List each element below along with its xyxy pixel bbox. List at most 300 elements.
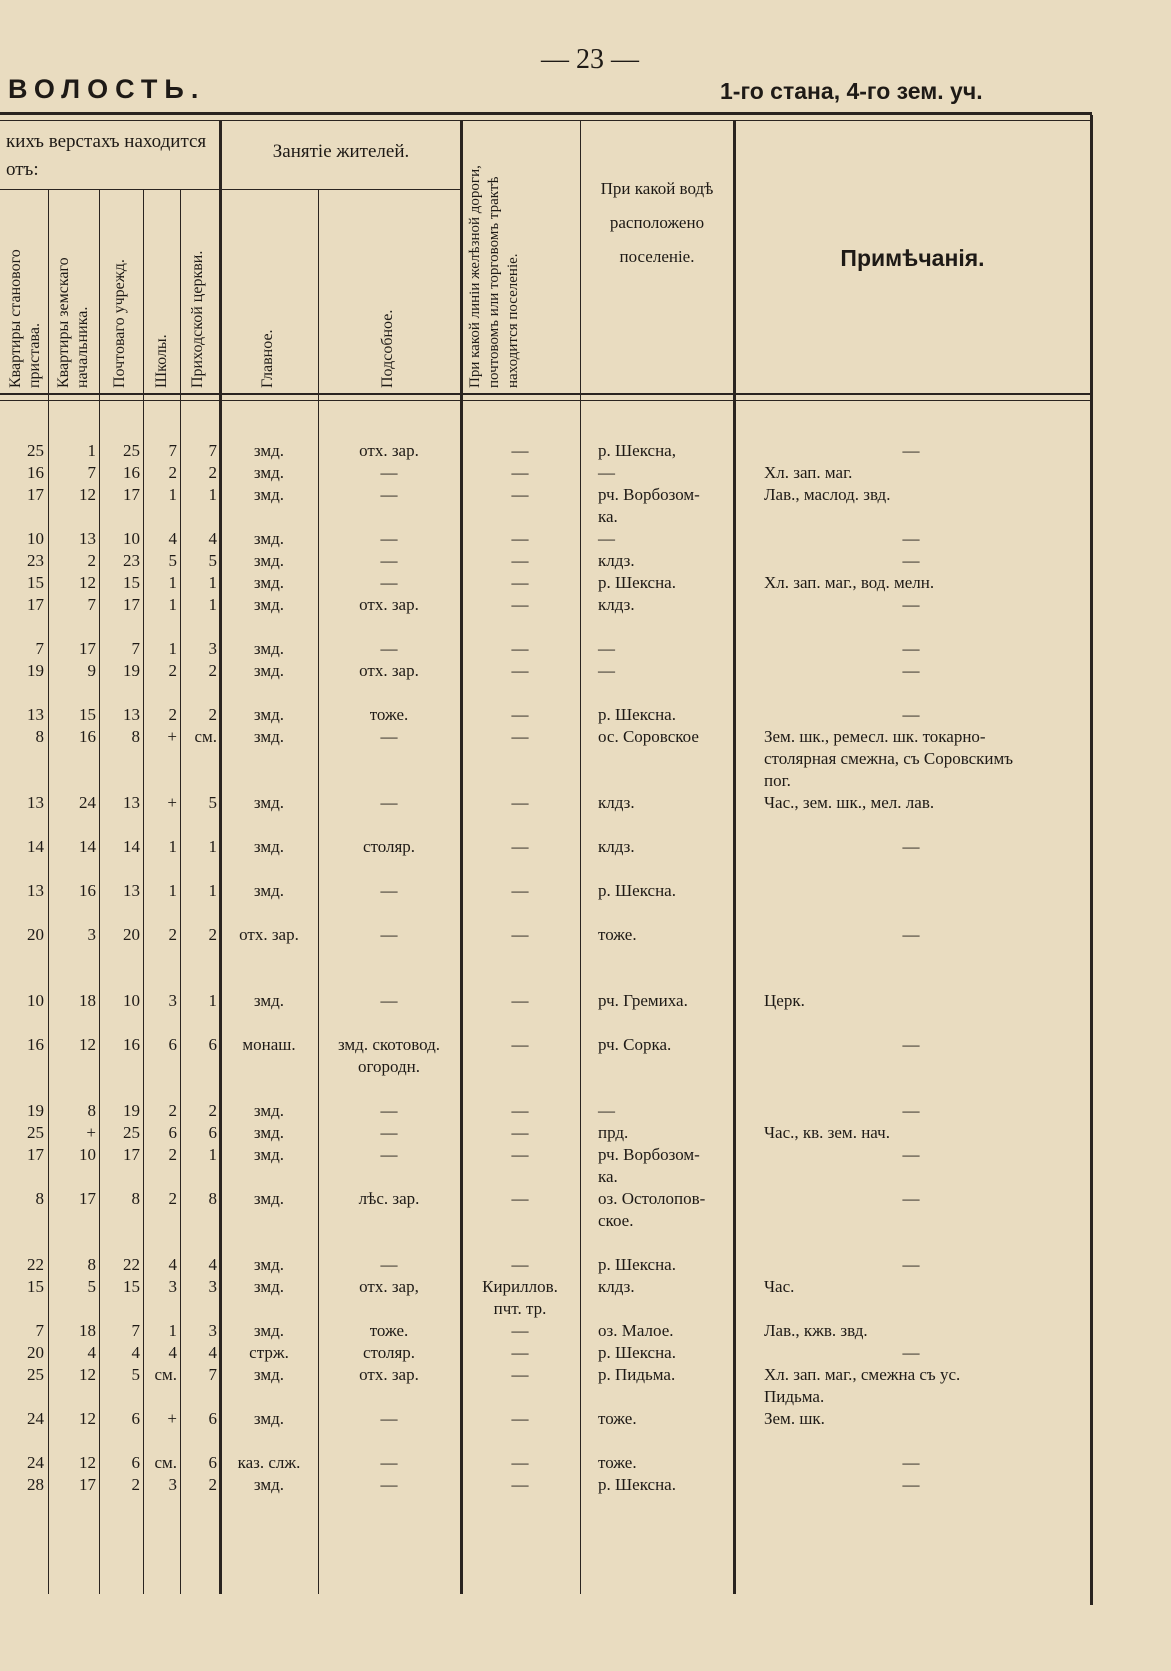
cell-water: — [598,1101,615,1120]
cell-church: 2 [208,1475,217,1494]
occupation-group-header: Занятіе жителей. [272,141,410,162]
cell-zemsky: 15 [79,705,96,724]
cell-main-occupation: змд. [253,705,285,724]
cell-post: 15 [123,1277,140,1296]
cell-water: — [598,529,615,548]
cell-rail-road: — [511,1145,529,1164]
col-line [580,120,581,1594]
cell-stanovoy: 25 [27,1365,44,1384]
cell-school: см. [154,1453,177,1472]
cell-rail-road: — [511,1343,529,1362]
cell-stanovoy: 10 [27,529,44,548]
cell-main-occupation: змд. [253,1321,285,1340]
page-number: — 23 — [541,44,639,75]
cell-stanovoy: 20 [27,1343,44,1362]
cell-water: клдз. [598,551,635,570]
cell-zemsky: 10 [79,1145,96,1164]
cell-church: 6 [208,1035,217,1054]
cell-rail-road: — [511,1101,529,1120]
cell-rail-road: — [511,595,529,614]
cell-stanovoy: 22 [27,1255,44,1274]
cell-water: тоже. [598,1453,637,1472]
cell-notes: — [902,1453,920,1472]
cell-zemsky: 12 [79,1453,96,1472]
cell-main-occupation: змд. [253,661,285,680]
cell-school: 2 [168,925,177,944]
cell-church: см. [194,727,217,746]
cell-church: 2 [208,463,217,482]
cell-church: 7 [208,1365,217,1384]
cell-main-occupation: змд. [253,441,285,460]
cell-church: 6 [208,1409,217,1428]
cell-main-occupation: змд. [253,551,285,570]
cell-rail-road: — [511,925,529,944]
cell-notes: — [902,661,920,680]
col-line [48,189,49,1594]
cell-school: 6 [168,1123,177,1142]
cell-secondary-occupation: отх. зар. [359,1365,419,1384]
cell-school: 2 [168,463,177,482]
cell-secondary-occupation: — [380,1255,398,1274]
cell-rail-road: — [511,661,529,680]
cell-church: 5 [208,551,217,570]
cell-church: 4 [208,1255,217,1274]
cell-notes: Зем. шк. [764,1409,825,1428]
cell-rail-road: — [511,1123,529,1142]
cell-post: 8 [131,727,140,746]
cell-stanovoy: 13 [27,793,44,812]
cell-school: 1 [168,1321,177,1340]
cell-post: 19 [123,661,140,680]
cell-stanovoy: 16 [27,463,44,482]
col-line [143,189,144,1594]
cell-main-occupation: змд. [253,595,285,614]
cell-water: р. Пидьма. [598,1365,676,1384]
top-rule [0,112,1092,115]
header-rail-road: При какой линіи желѣзной дороги, почтовомъ или торговомъ трактѣ находится поселеніе. [467,165,521,388]
cell-notes: — [902,441,920,460]
cell-secondary-occupation: — [380,1101,398,1120]
cell-stanovoy: 15 [27,1277,44,1296]
cell-water: р. Шексна. [598,881,676,900]
cell-zemsky: 12 [79,1035,96,1054]
cell-water: р. Шексна. [598,1255,676,1274]
cell-rail-road: — [511,837,529,856]
cell-secondary-occupation: тоже. [369,1321,409,1340]
district-label: 1-го стана, 4-го зем. уч. [720,78,983,104]
cell-secondary-occupation: — [380,1145,398,1164]
cell-stanovoy: 19 [27,1101,44,1120]
cell-church: 1 [208,991,217,1010]
cell-school: 3 [168,1277,177,1296]
cell-post: 13 [123,705,140,724]
cell-zemsky: 12 [79,485,96,504]
cell-secondary-occupation: — [380,551,398,570]
cell-main-occupation: змд. [253,793,285,812]
cell-secondary-occupation: — [380,485,398,504]
cell-church: 1 [208,485,217,504]
cell-main-occupation: змд. [253,1365,285,1384]
cell-church: 8 [208,1189,217,1208]
cell-rail-road: — [511,1365,529,1384]
cell-water: клдз. [598,837,635,856]
cell-main-occupation: змд. [253,573,285,592]
cell-post: 25 [123,441,140,460]
cell-school: 4 [168,529,177,548]
cell-post: 20 [123,925,140,944]
cell-notes: — [902,925,920,944]
cell-zemsky: + [86,1123,96,1142]
cell-notes: Хл. зап. маг. [764,463,853,482]
cell-school: 2 [168,661,177,680]
cell-school: 3 [168,991,177,1010]
cell-stanovoy: 19 [27,661,44,680]
cell-main-occupation: змд. [253,991,285,1010]
cell-zemsky: 5 [87,1277,96,1296]
cell-post: 16 [123,1035,140,1054]
cell-rail-road: — [511,485,529,504]
cell-water: рч. Сорка. [598,1035,672,1054]
cell-church: 6 [208,1453,217,1472]
cell-rail-road: — [511,727,529,746]
cell-secondary-occupation: — [380,881,398,900]
cell-notes: — [902,1255,920,1274]
cell-church: 3 [208,639,217,658]
cell-secondary-occupation: — [380,1123,398,1142]
cell-water: рч. Ворбозом- ка. [598,1145,700,1186]
cell-main-occupation: змд. [253,1101,285,1120]
cell-school: 7 [168,441,177,460]
cell-church: 2 [208,705,217,724]
cell-post: 7 [131,639,140,658]
distance-group-header: кихъ верстахъ находится отъ: [6,131,207,180]
cell-water: р. Шексна, [598,441,676,460]
cell-rail-road: — [511,1475,529,1494]
header-school: Школы. [153,334,170,388]
cell-stanovoy: 13 [27,881,44,900]
cell-zemsky: 16 [79,727,96,746]
cell-water: клдз. [598,1277,635,1296]
cell-water: ос. Соровское [598,727,699,746]
cell-stanovoy: 10 [27,991,44,1010]
cell-zemsky: 7 [87,595,96,614]
cell-rail-road: — [511,573,529,592]
cell-stanovoy: 24 [27,1409,44,1428]
cell-secondary-occupation: — [380,793,398,812]
cell-water: оз. Малое. [598,1321,674,1340]
cell-zemsky: 24 [79,793,96,812]
cell-main-occupation: стрж. [249,1343,289,1362]
cell-school: 1 [168,837,177,856]
header-bottom-rule [0,393,1092,395]
cell-stanovoy: 25 [27,441,44,460]
cell-stanovoy: 15 [27,573,44,592]
cell-school: см. [154,1365,177,1384]
cell-rail-road: — [511,463,529,482]
group-rule-distance [0,189,220,190]
cell-zemsky: 2 [87,551,96,570]
cell-notes: — [902,551,920,570]
cell-zemsky: 17 [79,1189,96,1208]
col-line [180,189,181,1594]
cell-zemsky: 14 [79,837,96,856]
cell-main-occupation: змд. [253,1189,285,1208]
header-stanovoy: Квартиры станового пристава. [7,249,43,388]
cell-zemsky: 4 [87,1343,96,1362]
cell-church: 1 [208,881,217,900]
header-church: Приходской церкви. [189,250,206,388]
cell-church: 3 [208,1321,217,1340]
cell-stanovoy: 24 [27,1453,44,1472]
cell-notes: Час., кв. зем. нач. [764,1123,890,1142]
cell-post: 10 [123,529,140,548]
cell-church: 1 [208,1145,217,1164]
cell-stanovoy: 8 [35,727,44,746]
cell-zemsky: 12 [79,1409,96,1428]
cell-post: 10 [123,991,140,1010]
cell-church: 6 [208,1123,217,1142]
cell-rail-road: — [511,1035,529,1054]
cell-secondary-occupation: — [380,925,398,944]
cell-post: 15 [123,573,140,592]
cell-church: 2 [208,661,217,680]
cell-notes: — [902,1189,920,1208]
cell-main-occupation: каз. слж. [237,1453,301,1472]
header-zemsky: Квартиры земскаго начальника. [55,257,91,388]
cell-stanovoy: 23 [27,551,44,570]
cell-post: 25 [123,1123,140,1142]
cell-secondary-occupation: — [380,573,398,592]
cell-notes: — [902,1343,920,1362]
cell-main-occupation: змд. [253,529,285,548]
cell-secondary-occupation: змд. скотовод. огородн. [337,1035,441,1076]
cell-water: р. Шексна. [598,705,676,724]
cell-rail-road: — [511,1409,529,1428]
cell-rail-road: Кириллов. пчт. тр. [482,1277,558,1318]
cell-secondary-occupation: отх. зар. [359,595,419,614]
cell-notes: Хл. зап. маг., смежна съ ус. Пидьма. [764,1365,961,1406]
cell-secondary-occupation: — [380,1475,398,1494]
cell-secondary-occupation: отх. зар. [359,661,419,680]
header-bottom-rule-thin [0,400,1092,401]
cell-post: 5 [131,1365,140,1384]
cell-rail-road: — [511,881,529,900]
cell-post: 22 [123,1255,140,1274]
cell-stanovoy: 17 [27,485,44,504]
cell-post: 19 [123,1101,140,1120]
cell-school: 1 [168,595,177,614]
cell-post: 6 [131,1409,140,1428]
cell-school: + [167,727,177,746]
cell-secondary-occupation: — [380,727,398,746]
cell-water: р. Шексна. [598,1343,676,1362]
cell-post: 6 [131,1453,140,1472]
cell-main-occupation: змд. [253,463,285,482]
cell-stanovoy: 14 [27,837,44,856]
cell-secondary-occupation: отх. зар, [359,1277,419,1296]
cell-zemsky: 17 [79,1475,96,1494]
cell-church: 1 [208,573,217,592]
cell-post: 13 [123,881,140,900]
cell-notes: Час., зем. шк., мел. лав. [764,793,935,812]
cell-post: 8 [131,1189,140,1208]
cell-notes: — [902,595,920,614]
cell-stanovoy: 28 [27,1475,44,1494]
cell-post: 13 [123,793,140,812]
cell-secondary-occupation: тоже. [369,705,409,724]
cell-notes: Церк. [764,991,805,1010]
cell-water: рч. Гремиха. [598,991,688,1010]
cell-stanovoy: 7 [35,1321,44,1340]
cell-school: 1 [168,881,177,900]
cell-water: рч. Ворбозом- ка. [598,485,700,526]
cell-rail-road: — [511,1453,529,1472]
cell-main-occupation: змд. [253,1277,285,1296]
cell-school: 1 [168,639,177,658]
cell-post: 23 [123,551,140,570]
cell-post: 4 [131,1343,140,1362]
cell-secondary-occupation: — [380,529,398,548]
cell-stanovoy: 17 [27,1145,44,1164]
cell-stanovoy: 25 [27,1123,44,1142]
cell-notes: — [902,1145,920,1164]
cell-zemsky: 13 [79,529,96,548]
cell-notes: — [902,639,920,658]
cell-post: 7 [131,1321,140,1340]
cell-notes: — [902,1101,920,1120]
cell-water: тоже. [598,925,637,944]
cell-zemsky: 7 [87,463,96,482]
cell-post: 17 [123,485,140,504]
cell-post: 17 [123,1145,140,1164]
cell-school: + [167,1409,177,1428]
cell-zemsky: 18 [79,1321,96,1340]
cell-school: 3 [168,1475,177,1494]
cell-secondary-occupation: — [380,463,398,482]
cell-school: 1 [168,573,177,592]
cell-stanovoy: 16 [27,1035,44,1054]
cell-main-occupation: змд. [253,485,285,504]
group-rule-occupation [220,189,460,190]
cell-school: 2 [168,705,177,724]
cell-water: — [598,463,615,482]
cell-secondary-occupation: — [380,1409,398,1428]
cell-main-occupation: змд. [253,1123,285,1142]
header-water: При какой водѣ расположено поселеніе. [600,179,714,266]
cell-school: 2 [168,1189,177,1208]
cell-zemsky: 9 [87,661,96,680]
cell-school: 6 [168,1035,177,1054]
cell-stanovoy: 13 [27,705,44,724]
cell-school: 2 [168,1145,177,1164]
cell-post: 2 [131,1475,140,1494]
cell-water: р. Шексна. [598,573,676,592]
cell-school: 5 [168,551,177,570]
cell-zemsky: 12 [79,573,96,592]
cell-rail-road: — [511,1189,529,1208]
cell-secondary-occupation: отх. зар. [359,441,419,460]
cell-secondary-occupation: столяр. [362,1343,416,1362]
cell-secondary-occupation: — [380,1453,398,1472]
cell-rail-road: — [511,529,529,548]
cell-notes: — [902,529,920,548]
cell-zemsky: 3 [87,925,96,944]
cell-post: 17 [123,595,140,614]
cell-stanovoy: 7 [35,639,44,658]
cell-main-occupation: змд. [253,881,285,900]
cell-main-occupation: отх. зар. [239,925,299,944]
cell-church: 7 [208,441,217,460]
cell-school: 1 [168,485,177,504]
cell-zemsky: 16 [79,881,96,900]
cell-zemsky: 8 [87,1101,96,1120]
cell-stanovoy: 20 [27,925,44,944]
cell-zemsky: 12 [79,1365,96,1384]
cell-church: 4 [208,529,217,548]
cell-main-occupation: змд. [253,639,285,658]
cell-school: 2 [168,1101,177,1120]
cell-rail-road: — [511,639,529,658]
cell-church: 2 [208,925,217,944]
cell-notes: Лав., кжв. звд. [764,1321,868,1340]
cell-water: — [598,661,615,680]
cell-main-occupation: змд. [253,1255,285,1274]
cell-rail-road: — [511,1255,529,1274]
cell-notes: — [902,837,920,856]
cell-rail-road: — [511,705,529,724]
cell-notes: — [902,705,920,724]
cell-main-occupation: змд. [253,1145,285,1164]
cell-school: + [167,793,177,812]
section-title: ВОЛОСТЬ. [8,74,206,104]
top-rule-thin [0,120,1092,121]
cell-zemsky: 18 [79,991,96,1010]
cell-notes: Зем. шк., ремесл. шк. токарно- столярная смежна, съ Соровскимъ пог. [764,727,1014,790]
cell-rail-road: — [511,793,529,812]
cell-rail-road: — [511,441,529,460]
cell-stanovoy: 8 [35,1189,44,1208]
cell-rail-road: — [511,551,529,570]
cell-rail-road: — [511,991,529,1010]
col-line [1090,115,1093,1605]
col-line [99,189,100,1594]
cell-main-occupation: змд. [253,1475,285,1494]
header-notes: Примѣчанія. [840,245,985,271]
cell-notes: — [902,1035,920,1054]
cell-main-occupation: змд. [253,1409,285,1428]
cell-zemsky: 8 [87,1255,96,1274]
col-line [318,189,319,1594]
cell-church: 1 [208,837,217,856]
header-post: Почтоваго учрежд. [111,259,128,388]
cell-church: 3 [208,1277,217,1296]
cell-secondary-occupation: столяр. [362,837,416,856]
cell-notes: Лав., маслод. звд. [764,485,891,504]
cell-water: прд. [598,1123,629,1142]
cell-zemsky: 17 [79,639,96,658]
cell-main-occupation: монаш. [242,1035,296,1054]
cell-stanovoy: 17 [27,595,44,614]
cell-water: р. Шексна. [598,1475,676,1494]
cell-notes: Час. [764,1277,795,1296]
cell-water: клдз. [598,595,635,614]
cell-school: 4 [168,1255,177,1274]
cell-church: 4 [208,1343,217,1362]
header-secondary-occupation: Подсобное. [379,309,396,388]
cell-post: 14 [123,837,140,856]
cell-church: 1 [208,595,217,614]
cell-main-occupation: змд. [253,727,285,746]
